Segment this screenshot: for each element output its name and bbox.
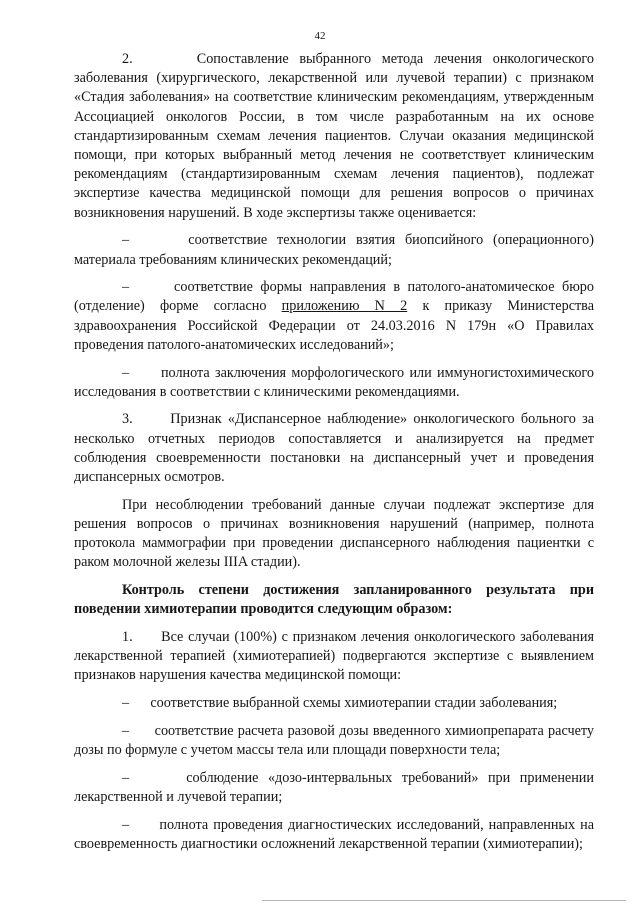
bullet-biopsy: – соответствие технологии взятия биопсийного (операционного) материала требованиям клинических рекомендаций;	[74, 232, 594, 268]
scan-edge-line	[262, 900, 626, 901]
appendix-link[interactable]: приложению N 2	[281, 298, 408, 315]
paragraph-item-2: 2. Сопоставление выбранного метода лечения онкологического заболевания (хирургического, лекарственной или лучевой терапии) с признаком «Стадия заболевания» на соответствие клиническим рекомендациям, утвержденным Ассоциацией онкологов России, в том числе разработанным на их основе стандартизированным схемам лечения пациентов. Случаи оказания медицинской помощи, при которых выбранный метод лечения не соответствует клиническим рекомендациям (стандартизированным схемам лечения пациентов), подлежат экспертизе качества медицинской помощи для решения вопросов о причинах возникновения нарушений. В ходе экспертизы также оценивается:	[74, 51, 594, 221]
paragraph-noncompliance: При несоблюдении требований данные случаи подлежат экспертизе для решения вопросов о причинах возникновения нарушений (например, полнота протокола маммографии при проведении диспансерного наблюдения пациентки с раком молочной железы IIIA стадии).	[74, 496, 594, 571]
page-body	[74, 50, 594, 863]
bullet-dose-interval: – соблюдение «дозо-интервальных требований» при применении лекарственной и лучевой терапии;	[74, 769, 594, 805]
bullet-referral-text-start: – соответствие формы направления в патолого-анатомическое бюро (отделение) форме согласно	[74, 279, 594, 315]
bullet-diagnostics: – полнота проведения диагностических исследований, направленных на своевременность диагностики осложнений лекарственной терапии (химиотерапии);	[74, 816, 594, 852]
bullet-referral-form	[74, 278, 594, 355]
bullet-scheme: – соответствие выбранной схемы химиотерапии стадии заболевания;	[122, 695, 558, 712]
bullet-referral-text-end: к приказу Министерства здравоохранения Российской Федерации от 24.03.2016 N 179н «О Правилах проведения патолого-анатомических исследований»;	[74, 298, 594, 353]
bullet-dose: – соответствие расчета разовой дозы введенного химиопрепарата расчету дозы по формуле с учетом массы тела или площади поверхности тела;	[74, 722, 594, 758]
section-heading: Контроль степени достижения запланированного результата при поведении химиотерапии проводится следующим образом:	[74, 582, 594, 618]
bullet-conclusion: – полнота заключения морфологического или иммуногистохимического исследования в соответствии с клиническими рекомендациями.	[74, 364, 594, 400]
page-number: 42	[314, 30, 326, 42]
paragraph-item-3: 3. Признак «Диспансерное наблюдение» онкологического больного за несколько отчетных периодов сопоставляется и анализируется на предмет соблюдения своевременности постановки на диспансерный учет и проведения диспансерных осмотров.	[74, 411, 594, 486]
paragraph-item-1: 1. Все случаи (100%) с признаком лечения онкологического заболевания лекарственной терапией (химиотерапией) подвергаются экспертизе с выявлением признаков нарушения качества медицинской помощи:	[74, 628, 594, 684]
